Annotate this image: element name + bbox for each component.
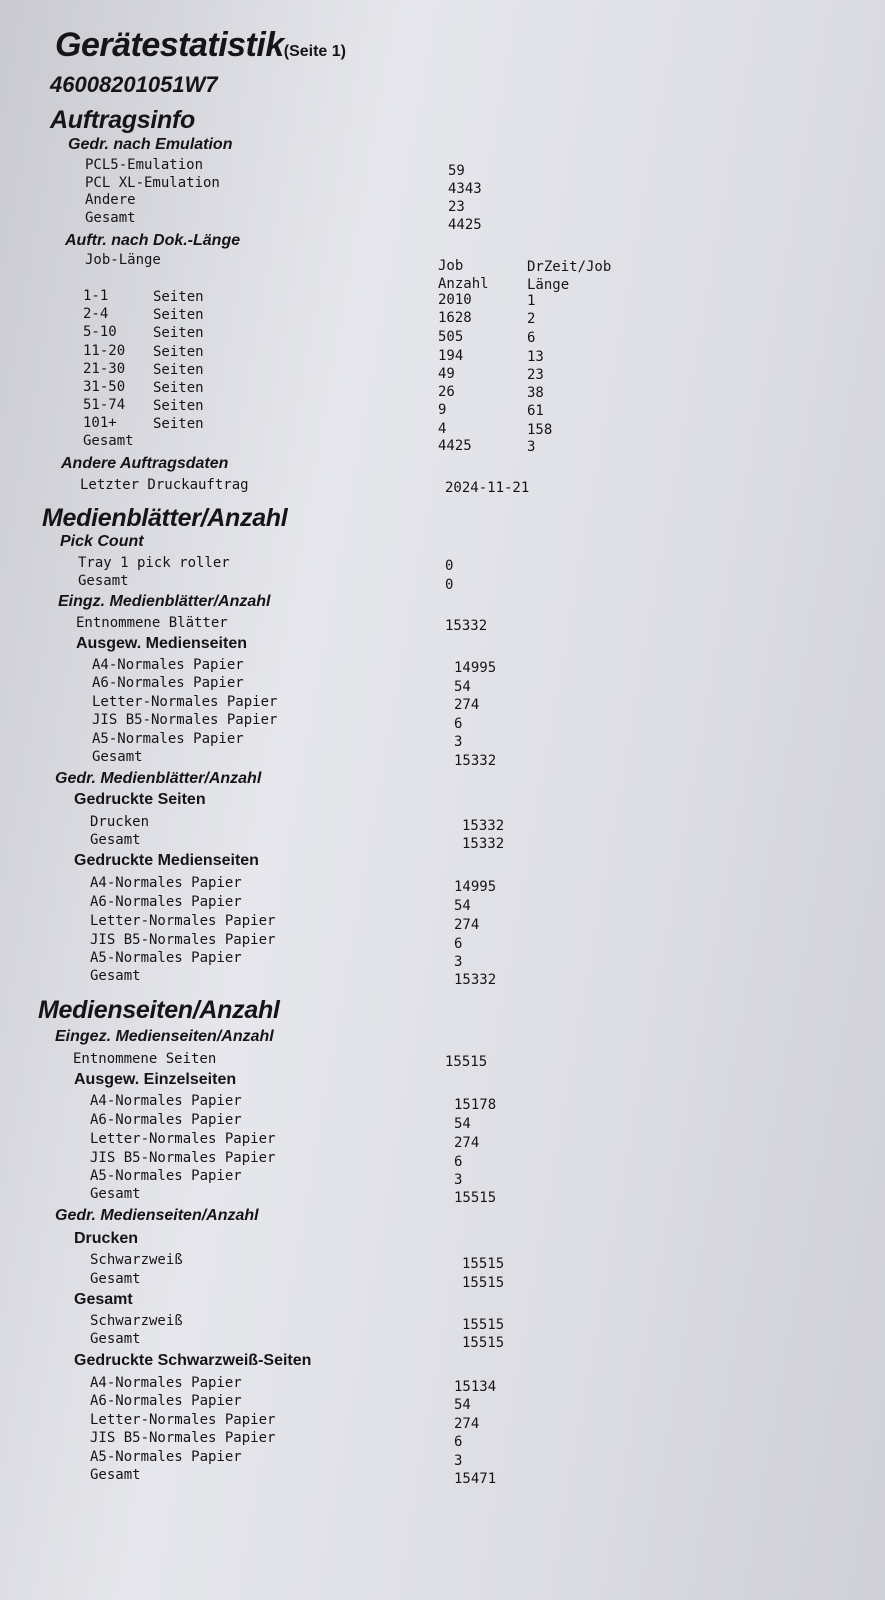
col-laenge: Länge — [527, 277, 570, 293]
bw-label: Gesamt — [90, 1271, 141, 1287]
entnommene-seiten-value: 15515 — [445, 1054, 488, 1070]
media-row-label: A6-Normales Papier — [90, 894, 242, 910]
media-row-value: 3 — [454, 1172, 463, 1188]
last-job-label: Letzter Druckauftrag — [80, 477, 249, 493]
media-row-label: Letter-Normales Papier — [90, 913, 276, 929]
media-row-value: 14995 — [454, 879, 497, 895]
job-total-count: 4425 — [438, 438, 472, 454]
heading-eingez-seiten: Eingez. Medienseiten/Anzahl — [55, 1028, 274, 1045]
media-row-label: A4-Normales Papier — [90, 875, 242, 891]
job-time: 61 — [527, 403, 544, 419]
media-row-value: 14995 — [454, 660, 497, 676]
bw-value: 15515 — [462, 1335, 505, 1351]
media-row-label: A6-Normales Papier — [90, 1112, 242, 1128]
job-time: 23 — [527, 367, 544, 383]
media-row-label: A5-Normales Papier — [90, 1168, 242, 1184]
heading-andere: Andere Auftragsdaten — [61, 455, 229, 472]
heading-gesamt: Gesamt — [74, 1291, 133, 1308]
printed-label: Drucken — [90, 814, 150, 830]
job-range: 31-50 — [83, 379, 126, 395]
media-row-value: 15471 — [454, 1471, 497, 1487]
heading-doklaenge: Auftr. nach Dok.-Länge — [65, 232, 241, 249]
col-drzeit: DrZeit/Job — [527, 259, 612, 275]
media-row-value: 15134 — [454, 1379, 497, 1395]
media-row-label: Letter-Normales Papier — [90, 1131, 276, 1147]
job-time: 13 — [527, 349, 544, 365]
bw-value: 15515 — [462, 1256, 505, 1272]
heading-gedruckte-seiten: Gedruckte Seiten — [74, 791, 206, 808]
media-row-label: Letter-Normales Papier — [90, 1412, 276, 1428]
job-count: 194 — [438, 348, 464, 364]
media-row-value: 15332 — [454, 753, 497, 769]
section-medienblaetter: Medienblätter/Anzahl — [42, 504, 288, 532]
job-unit: Seiten — [153, 325, 204, 341]
job-count: 505 — [438, 329, 464, 345]
job-count: 1628 — [438, 310, 472, 326]
job-time: 6 — [527, 330, 536, 346]
heading-gedr-seiten: Gedr. Medienseiten/Anzahl — [55, 1207, 259, 1224]
job-count: 49 — [438, 366, 455, 382]
media-row-value: 3 — [454, 1453, 463, 1469]
pick-value: 0 — [445, 577, 454, 593]
media-row-label: JIS B5-Normales Papier — [90, 1150, 276, 1166]
job-range: 1-1 — [83, 288, 109, 304]
media-row-value: 15178 — [454, 1097, 497, 1113]
media-row-label: Gesamt — [90, 968, 141, 984]
heading-eingz-blaetter: Eingz. Medienblätter/Anzahl — [58, 593, 271, 610]
job-total-time: 3 — [527, 439, 536, 455]
heading-gedr-blaetter: Gedr. Medienblätter/Anzahl — [55, 770, 262, 787]
media-row-label: A5-Normales Papier — [90, 950, 242, 966]
job-unit: Seiten — [153, 289, 204, 305]
bw-label: Gesamt — [90, 1331, 141, 1347]
job-total-label: Gesamt — [83, 433, 134, 449]
section-medienseiten: Medienseiten/Anzahl — [38, 996, 280, 1024]
media-row-label: JIS B5-Normales Papier — [90, 1430, 276, 1446]
job-unit: Seiten — [153, 398, 204, 414]
media-row-value: 15332 — [454, 972, 497, 988]
job-time: 2 — [527, 311, 536, 327]
media-row-label: Gesamt — [92, 749, 143, 765]
job-count: 26 — [438, 384, 455, 400]
printed-value: 15332 — [462, 818, 505, 834]
section-auftragsinfo: Auftragsinfo — [50, 106, 195, 134]
job-count: 2010 — [438, 292, 472, 308]
entnommene-value: 15332 — [445, 618, 488, 634]
emulation-value: 23 — [448, 199, 465, 215]
col-job-laenge: Job-Länge — [85, 252, 161, 268]
media-row-label: Gesamt — [90, 1467, 141, 1483]
page-number: (Seite 1) — [283, 43, 346, 60]
job-unit: Seiten — [153, 416, 204, 432]
media-row-label: A4-Normales Papier — [90, 1093, 242, 1109]
media-row-value: 54 — [454, 898, 471, 914]
job-range: 21-30 — [83, 361, 126, 377]
emulation-label: Gesamt — [85, 210, 136, 226]
media-row-label: A6-Normales Papier — [90, 1393, 242, 1409]
job-range: 51-74 — [83, 397, 126, 413]
job-time: 158 — [527, 422, 553, 438]
media-row-label: JIS B5-Normales Papier — [90, 932, 276, 948]
media-row-value: 54 — [454, 1116, 471, 1132]
heading-emulation: Gedr. nach Emulation — [68, 136, 233, 153]
media-row-value: 54 — [454, 1397, 471, 1413]
job-time: 1 — [527, 293, 536, 309]
job-range: 11-20 — [83, 343, 126, 359]
media-row-value: 6 — [454, 1434, 463, 1450]
media-row-label: A5-Normales Papier — [92, 731, 244, 747]
media-row-label: Gesamt — [90, 1186, 141, 1202]
media-row-label: JIS B5-Normales Papier — [92, 712, 278, 728]
last-job-value: 2024-11-21 — [445, 480, 530, 496]
job-range: 5-10 — [83, 324, 117, 340]
emulation-value: 4425 — [448, 217, 482, 233]
media-row-label: A4-Normales Papier — [92, 657, 244, 673]
job-unit: Seiten — [153, 380, 204, 396]
bw-value: 15515 — [462, 1317, 505, 1333]
serial-number: 46008201051W7 — [50, 72, 218, 97]
emulation-value: 4343 — [448, 181, 482, 197]
media-row-value: 274 — [454, 697, 480, 713]
media-row-label: A5-Normales Papier — [90, 1449, 242, 1465]
job-unit: Seiten — [153, 307, 204, 323]
bw-label: Schwarzweiß — [90, 1252, 183, 1268]
emulation-value: 59 — [448, 163, 465, 179]
pick-label: Gesamt — [78, 573, 129, 589]
emulation-label: PCL5-Emulation — [85, 157, 204, 173]
heading-gedruckte-medienseiten: Gedruckte Medienseiten — [74, 852, 259, 869]
title-line — [55, 26, 346, 65]
media-row-label: A6-Normales Papier — [92, 675, 244, 691]
pick-value: 0 — [445, 558, 454, 574]
entnommene-label: Entnommene Blätter — [76, 615, 228, 631]
media-row-value: 15515 — [454, 1190, 497, 1206]
heading-sw-seiten: Gedruckte Schwarzweiß-Seiten — [74, 1352, 312, 1369]
job-count: 9 — [438, 402, 447, 418]
bw-value: 15515 — [462, 1275, 505, 1291]
media-row-value: 3 — [454, 734, 463, 750]
job-range: 101+ — [83, 415, 117, 431]
heading-drucken: Drucken — [74, 1230, 139, 1247]
media-row-value: 274 — [454, 917, 480, 933]
media-row-value: 6 — [454, 716, 463, 732]
job-unit: Seiten — [153, 344, 204, 360]
col-anzahl: Anzahl — [438, 276, 489, 292]
bw-label: Schwarzweiß — [90, 1313, 183, 1329]
media-row-value: 274 — [454, 1135, 480, 1151]
job-unit: Seiten — [153, 362, 204, 378]
media-row-value: 54 — [454, 679, 471, 695]
entnommene-seiten-label: Entnommene Seiten — [73, 1051, 217, 1067]
media-row-value: 274 — [454, 1416, 480, 1432]
media-row-value: 6 — [454, 1154, 463, 1170]
job-range: 2-4 — [83, 306, 109, 322]
heading-ausgew-medienseiten: Ausgew. Medienseiten — [76, 635, 247, 652]
media-row-label: Letter-Normales Papier — [92, 694, 278, 710]
pick-label: Tray 1 pick roller — [78, 555, 230, 571]
printed-label: Gesamt — [90, 832, 141, 848]
heading-ausgew-einzelseiten: Ausgew. Einzelseiten — [74, 1071, 237, 1088]
page-title: Gerätestatistik — [55, 26, 284, 64]
job-time: 38 — [527, 385, 544, 401]
heading-pick-count: Pick Count — [60, 533, 144, 550]
emulation-label: PCL XL-Emulation — [85, 175, 220, 191]
job-count: 4 — [438, 421, 447, 437]
printed-value: 15332 — [462, 836, 505, 852]
media-row-value: 3 — [454, 954, 463, 970]
col-job: Job — [438, 258, 464, 274]
media-row-value: 6 — [454, 936, 463, 952]
emulation-label: Andere — [85, 192, 136, 208]
media-row-label: A4-Normales Papier — [90, 1375, 242, 1391]
